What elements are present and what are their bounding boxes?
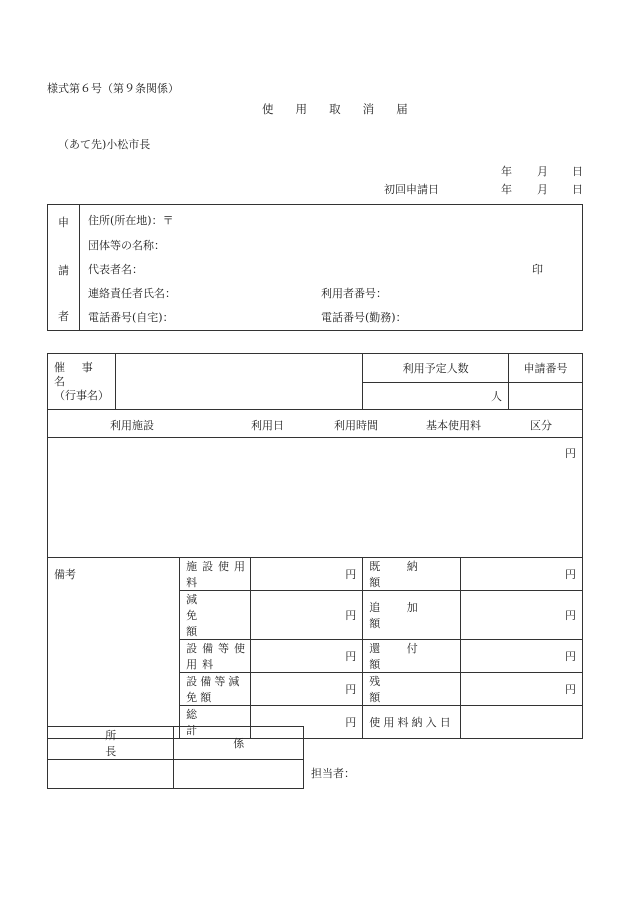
usage-table	[47, 353, 583, 739]
event-name-label: 催 事 名	[54, 360, 100, 388]
phone-home-label: 電話番号(自宅)：	[88, 311, 174, 324]
fee-label-payment-date: 使用料納入日	[363, 706, 461, 739]
yen-unit: 円	[565, 650, 576, 663]
addressee: （あて先)小松市長	[58, 138, 151, 151]
application-number-field[interactable]	[508, 383, 582, 410]
form-number: 様式第６号（第９条関係）	[47, 82, 179, 95]
usage-yen: 円	[565, 447, 576, 460]
staff-seal-field[interactable]	[174, 760, 304, 789]
director-label: 所長	[48, 727, 174, 760]
document-title: 使 用 取 消 届	[262, 102, 417, 116]
staff-label: 係	[174, 727, 304, 760]
yen-unit: 円	[565, 609, 576, 622]
applicant-side-3: 者	[58, 310, 69, 323]
col-date: 利用日	[251, 419, 284, 432]
expected-users-label: 利用予定人数	[363, 354, 509, 383]
group-name-label: 団体等の名称：	[88, 239, 165, 252]
first-application-date-label: 初回申請日	[384, 183, 439, 196]
yen-unit: 円	[345, 609, 357, 622]
applicant-divider	[79, 205, 80, 330]
fee-additional-amount[interactable]	[460, 591, 582, 640]
fee-equipment-reduction-amount[interactable]	[250, 673, 362, 706]
fee-reduction-amount[interactable]	[250, 591, 362, 640]
representative-label: 代表者名：	[88, 263, 143, 276]
first-app-day: 日	[572, 183, 583, 196]
col-facility: 利用施設	[110, 419, 154, 432]
date-month: 月	[537, 165, 548, 178]
fee-refund-amount[interactable]	[460, 640, 582, 673]
address-label: 住所(所在地)：〒	[88, 214, 174, 227]
event-name-field[interactable]	[116, 354, 363, 410]
yen-unit: 円	[345, 683, 357, 696]
director-seal-field[interactable]	[48, 760, 174, 789]
contact-person-label: 連絡責任者氏名：	[88, 287, 176, 300]
approval-table	[47, 726, 304, 789]
fee-balance-amount[interactable]	[460, 673, 582, 706]
date-year: 年	[501, 165, 512, 178]
expected-users-field[interactable]	[363, 383, 509, 410]
fee-label-paid: 既納額	[363, 558, 461, 591]
applicant-side-1: 申	[58, 216, 69, 229]
fee-label-total: 総計	[180, 706, 251, 739]
applicant-box	[47, 204, 583, 331]
yen-unit: 円	[345, 568, 357, 581]
fee-equipment-amount[interactable]	[250, 640, 362, 673]
fee-label-equipment: 設備等使用料	[180, 640, 251, 673]
first-app-year: 年	[501, 183, 512, 196]
date-day: 日	[572, 165, 583, 178]
col-category: 区分	[530, 419, 552, 432]
application-number-label: 申請番号	[508, 354, 582, 383]
person-in-charge-label: 担当者：	[311, 767, 355, 780]
fee-label-equipment-reduction: 設備等減免額	[180, 673, 251, 706]
col-basic-fee: 基本使用料	[426, 419, 481, 432]
event-name-sub-label: （行事名）	[54, 388, 109, 402]
user-number-label: 利用者番号：	[321, 287, 387, 300]
yen-unit: 円	[345, 716, 357, 729]
yen-unit: 円	[565, 568, 576, 581]
fee-label-reduction: 減免額	[180, 591, 251, 640]
person-unit: 人	[490, 390, 502, 403]
event-name-label-cell	[48, 354, 116, 410]
fee-label-additional: 追加額	[363, 591, 461, 640]
fee-label-facility: 施設使用料	[180, 558, 251, 591]
usage-detail-area[interactable]	[48, 438, 583, 558]
remarks-cell[interactable]	[48, 558, 180, 739]
fee-paid-amount[interactable]	[460, 558, 582, 591]
col-time: 利用時間	[334, 419, 378, 432]
payment-date-field[interactable]	[460, 706, 582, 739]
fee-facility-amount[interactable]	[250, 558, 362, 591]
first-app-month: 月	[537, 183, 548, 196]
yen-unit: 円	[565, 683, 576, 696]
seal-mark: 印	[532, 263, 543, 276]
remarks-label: 備考	[54, 568, 76, 581]
phone-work-label: 電話番号(勤務)：	[321, 311, 407, 324]
fee-label-balance: 残額	[363, 673, 461, 706]
applicant-side-2: 請	[58, 264, 69, 277]
usage-column-headers	[48, 410, 583, 438]
yen-unit: 円	[345, 650, 357, 663]
fee-label-refund: 還付額	[363, 640, 461, 673]
